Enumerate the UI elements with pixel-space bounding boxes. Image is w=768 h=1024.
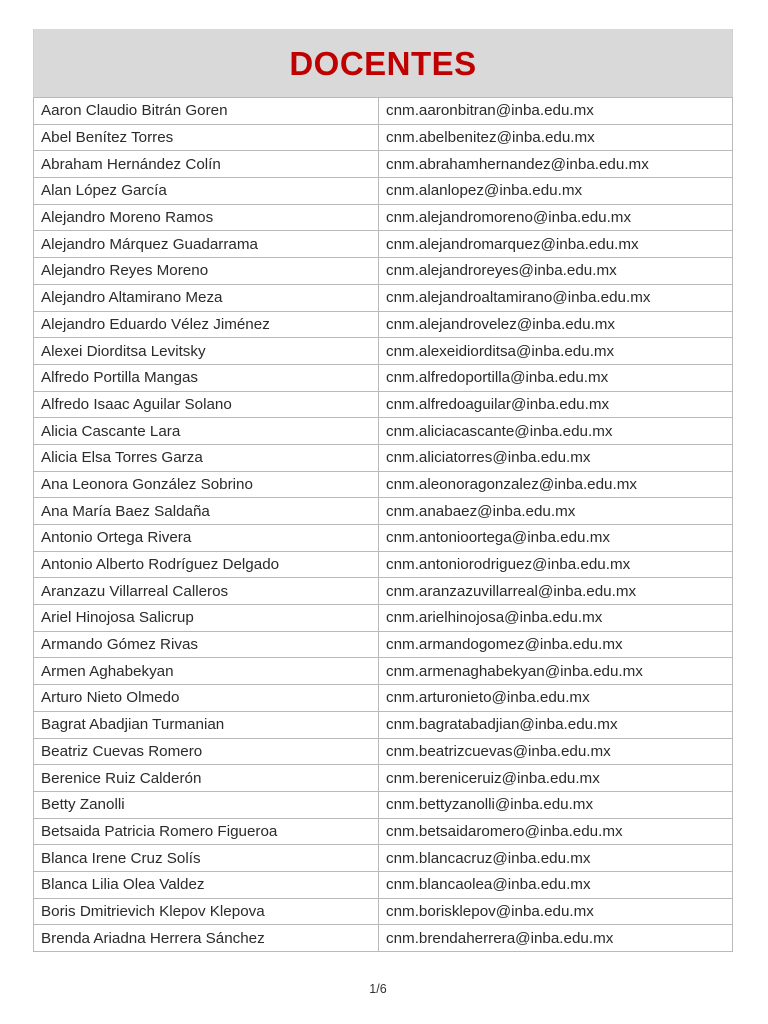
teacher-email-cell: cnm.brendaherrera@inba.edu.mx — [379, 925, 733, 952]
teacher-email-cell: cnm.alejandrovelez@inba.edu.mx — [379, 311, 733, 338]
teacher-email-cell: cnm.alanlopez@inba.edu.mx — [379, 178, 733, 205]
teacher-name-cell: Alfredo Isaac Aguilar Solano — [34, 391, 379, 418]
teacher-email-cell: cnm.bereniceruiz@inba.edu.mx — [379, 765, 733, 792]
teacher-name-cell: Alexei Diorditsa Levitsky — [34, 338, 379, 365]
teacher-email-cell: cnm.aliciatorres@inba.edu.mx — [379, 444, 733, 471]
teacher-email-cell: cnm.abelbenitez@inba.edu.mx — [379, 124, 733, 151]
teacher-name-cell: Arturo Nieto Olmedo — [34, 685, 379, 712]
teacher-email-cell: cnm.alejandroreyes@inba.edu.mx — [379, 258, 733, 285]
table-row — [34, 871, 733, 898]
table-row — [34, 364, 733, 391]
teacher-email-cell: cnm.armenaghabekyan@inba.edu.mx — [379, 658, 733, 685]
teacher-name-cell: Armen Aghabekyan — [34, 658, 379, 685]
docentes-sheet — [33, 29, 733, 952]
teacher-email-cell: cnm.aleonoragonzalez@inba.edu.mx — [379, 471, 733, 498]
teacher-name-cell: Alan López García — [34, 178, 379, 205]
table-row — [34, 444, 733, 471]
teacher-name-cell: Alejandro Reyes Moreno — [34, 258, 379, 285]
table-row — [34, 845, 733, 872]
teacher-name-cell: Antonio Ortega Rivera — [34, 525, 379, 552]
teacher-name-cell: Antonio Alberto Rodríguez Delgado — [34, 551, 379, 578]
teacher-email-cell: cnm.aliciacascante@inba.edu.mx — [379, 418, 733, 445]
table-row — [34, 124, 733, 151]
table-row — [34, 338, 733, 365]
table-row — [34, 791, 733, 818]
table-row — [34, 551, 733, 578]
teacher-email-cell: cnm.alfredoaguilar@inba.edu.mx — [379, 391, 733, 418]
table-row — [34, 898, 733, 925]
table-row — [34, 578, 733, 605]
teacher-name-cell: Boris Dmitrievich Klepov Klepova — [34, 898, 379, 925]
page-number: 1/6 — [369, 982, 387, 996]
teacher-name-cell: Betty Zanolli — [34, 791, 379, 818]
teacher-name-cell: Abel Benítez Torres — [34, 124, 379, 151]
table-row — [34, 258, 733, 285]
teacher-name-cell: Ana María Baez Saldaña — [34, 498, 379, 525]
table-row — [34, 925, 733, 952]
teacher-email-cell: cnm.aaronbitran@inba.edu.mx — [379, 98, 733, 125]
teacher-email-cell: cnm.bagratabadjian@inba.edu.mx — [379, 711, 733, 738]
teacher-name-cell: Alejandro Altamirano Meza — [34, 284, 379, 311]
table-row — [34, 685, 733, 712]
teacher-name-cell: Alicia Cascante Lara — [34, 418, 379, 445]
teacher-name-cell: Alicia Elsa Torres Garza — [34, 444, 379, 471]
teacher-email-cell: cnm.arielhinojosa@inba.edu.mx — [379, 605, 733, 632]
teacher-email-cell: cnm.betsaidaromero@inba.edu.mx — [379, 818, 733, 845]
teacher-name-cell: Blanca Lilia Olea Valdez — [34, 871, 379, 898]
table-row — [34, 231, 733, 258]
teacher-email-cell: cnm.abrahamhernandez@inba.edu.mx — [379, 151, 733, 178]
table-row — [34, 711, 733, 738]
table-row — [34, 178, 733, 205]
teacher-name-cell: Alejandro Márquez Guadarrama — [34, 231, 379, 258]
teacher-email-cell: cnm.blancacruz@inba.edu.mx — [379, 845, 733, 872]
teacher-name-cell: Beatriz Cuevas Romero — [34, 738, 379, 765]
table-row — [34, 391, 733, 418]
table-row — [34, 738, 733, 765]
table-row — [34, 98, 733, 125]
page-title: DOCENTES — [289, 45, 477, 82]
teacher-name-cell: Blanca Irene Cruz Solís — [34, 845, 379, 872]
teacher-email-cell: cnm.alejandromoreno@inba.edu.mx — [379, 204, 733, 231]
teacher-email-cell: cnm.alfredoportilla@inba.edu.mx — [379, 364, 733, 391]
table-row — [34, 418, 733, 445]
table-row — [34, 658, 733, 685]
teacher-email-cell: cnm.arturonieto@inba.edu.mx — [379, 685, 733, 712]
teacher-email-cell: cnm.bettyzanolli@inba.edu.mx — [379, 791, 733, 818]
teacher-email-cell: cnm.beatrizcuevas@inba.edu.mx — [379, 738, 733, 765]
teachers-table-body — [34, 98, 733, 952]
teacher-email-cell: cnm.alejandromarquez@inba.edu.mx — [379, 231, 733, 258]
teacher-name-cell: Ariel Hinojosa Salicrup — [34, 605, 379, 632]
teacher-email-cell: cnm.anabaez@inba.edu.mx — [379, 498, 733, 525]
teacher-name-cell: Alejandro Moreno Ramos — [34, 204, 379, 231]
table-row — [34, 765, 733, 792]
teacher-name-cell: Armando Gómez Rivas — [34, 631, 379, 658]
table-row — [34, 525, 733, 552]
teacher-name-cell: Abraham Hernández Colín — [34, 151, 379, 178]
table-row — [34, 498, 733, 525]
table-row — [34, 204, 733, 231]
table-row — [34, 151, 733, 178]
teacher-name-cell: Berenice Ruiz Calderón — [34, 765, 379, 792]
teacher-email-cell: cnm.armandogomez@inba.edu.mx — [379, 631, 733, 658]
table-row — [34, 605, 733, 632]
teacher-email-cell: cnm.blancaolea@inba.edu.mx — [379, 871, 733, 898]
teacher-name-cell: Ana Leonora González Sobrino — [34, 471, 379, 498]
teacher-email-cell: cnm.alexeidiorditsa@inba.edu.mx — [379, 338, 733, 365]
teacher-name-cell: Bagrat Abadjian Turmanian — [34, 711, 379, 738]
table-row — [34, 284, 733, 311]
teacher-email-cell: cnm.alejandroaltamirano@inba.edu.mx — [379, 284, 733, 311]
teacher-name-cell: Betsaida Patricia Romero Figueroa — [34, 818, 379, 845]
teacher-name-cell: Alfredo Portilla Mangas — [34, 364, 379, 391]
table-row — [34, 311, 733, 338]
teacher-email-cell: cnm.borisklepov@inba.edu.mx — [379, 898, 733, 925]
teacher-email-cell: cnm.antoniorodriguez@inba.edu.mx — [379, 551, 733, 578]
table-row — [34, 818, 733, 845]
table-row — [34, 631, 733, 658]
teacher-name-cell: Aaron Claudio Bitrán Goren — [34, 98, 379, 125]
header-band — [33, 29, 733, 97]
teacher-email-cell: cnm.aranzazuvillarreal@inba.edu.mx — [379, 578, 733, 605]
teachers-table — [33, 97, 733, 952]
table-row — [34, 471, 733, 498]
teacher-name-cell: Alejandro Eduardo Vélez Jiménez — [34, 311, 379, 338]
teacher-name-cell: Aranzazu Villarreal Calleros — [34, 578, 379, 605]
teacher-name-cell: Brenda Ariadna Herrera Sánchez — [34, 925, 379, 952]
teacher-email-cell: cnm.antonioortega@inba.edu.mx — [379, 525, 733, 552]
